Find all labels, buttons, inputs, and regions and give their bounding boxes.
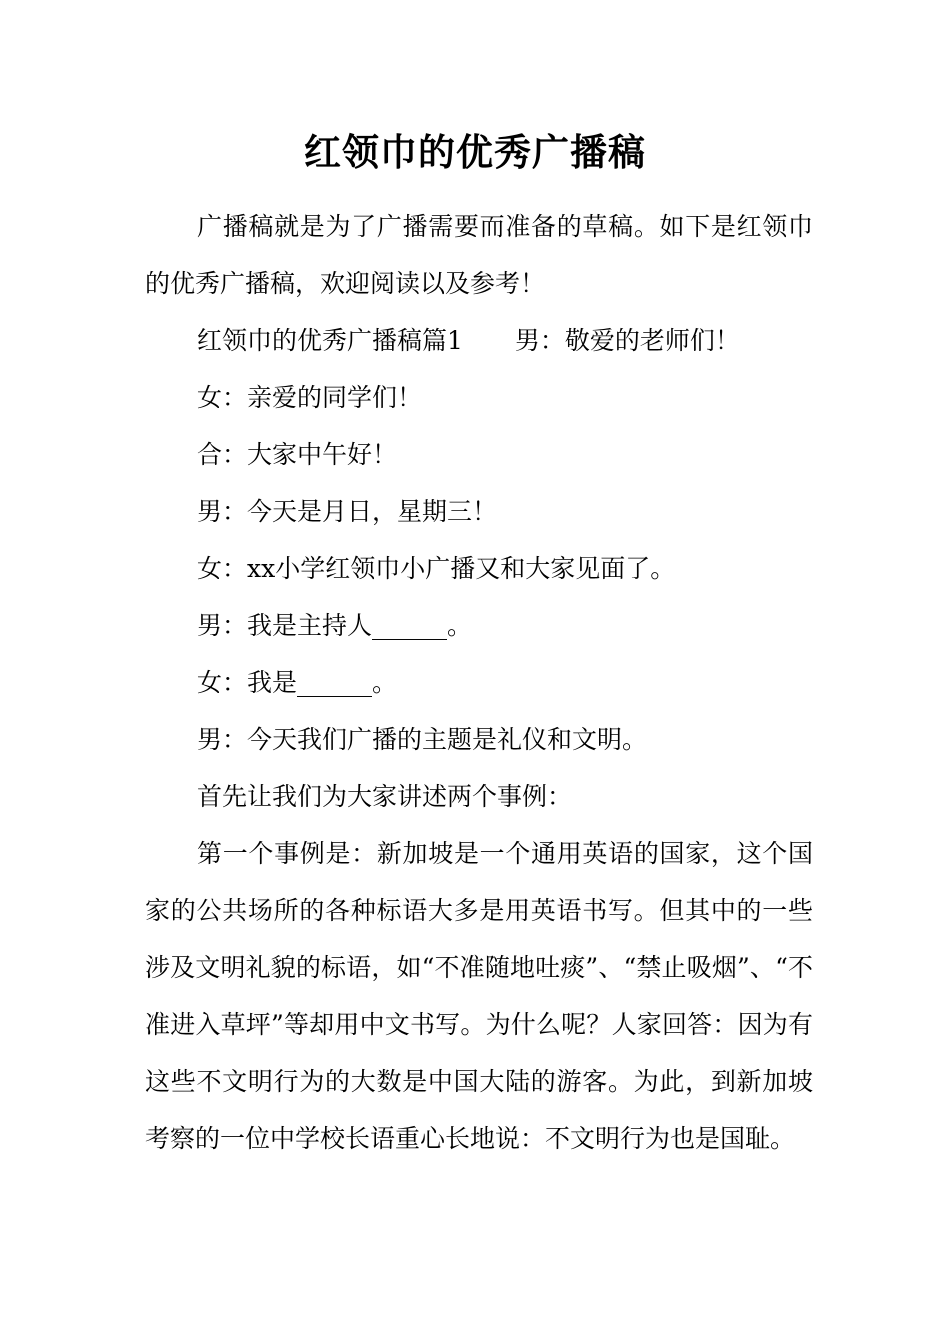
section-heading-line [145,312,813,369]
dialogue-line: 男：今天我们广播的主题是礼仪和文明。 [197,725,648,754]
dialogue-line: 女：亲爱的同学们！ [197,383,423,412]
dialogue-line: 男：我是主持人______。 [197,611,473,640]
document-body [145,198,813,1167]
section-heading: 红领巾的优秀广播稿篇1 [197,326,463,355]
dialogue-line: 首先让我们为大家讲述两个事例： [197,782,573,811]
dialogue-line: 女：xx小学红领巾小广播又和大家见面了。 [197,554,676,583]
dialogue-line: 男：今天是月日，星期三！ [197,497,498,526]
document-title: 红领巾的优秀广播稿 [304,130,646,174]
first-dialogue-line: 男：敬爱的老师们！ [514,326,740,355]
example-paragraph: 第一个事例是：新加坡是一个通用英语的国家，这个国家的公共场所的各种标语大多是用英语书写。但其中的一些涉及文明礼貌的标语，如“不准随地吐痰”、“禁止吸烟”、“不准进入草坪”等却用中文书写。为什么呢？人家回答：因为有这些不文明行为的大数是中国大陆的游客。为此，到新加坡考察的一位中学校长语重心长地说：不文明行为也是国耻。 [145,839,813,1153]
dialogue-line: 女：我是______。 [197,668,398,697]
intro-paragraph: 广播稿就是为了广播需要而准备的草稿。如下是红领巾的优秀广播稿，欢迎阅读以及参考！ [145,212,813,298]
dialogue-line: 合：大家中午好！ [197,440,398,469]
